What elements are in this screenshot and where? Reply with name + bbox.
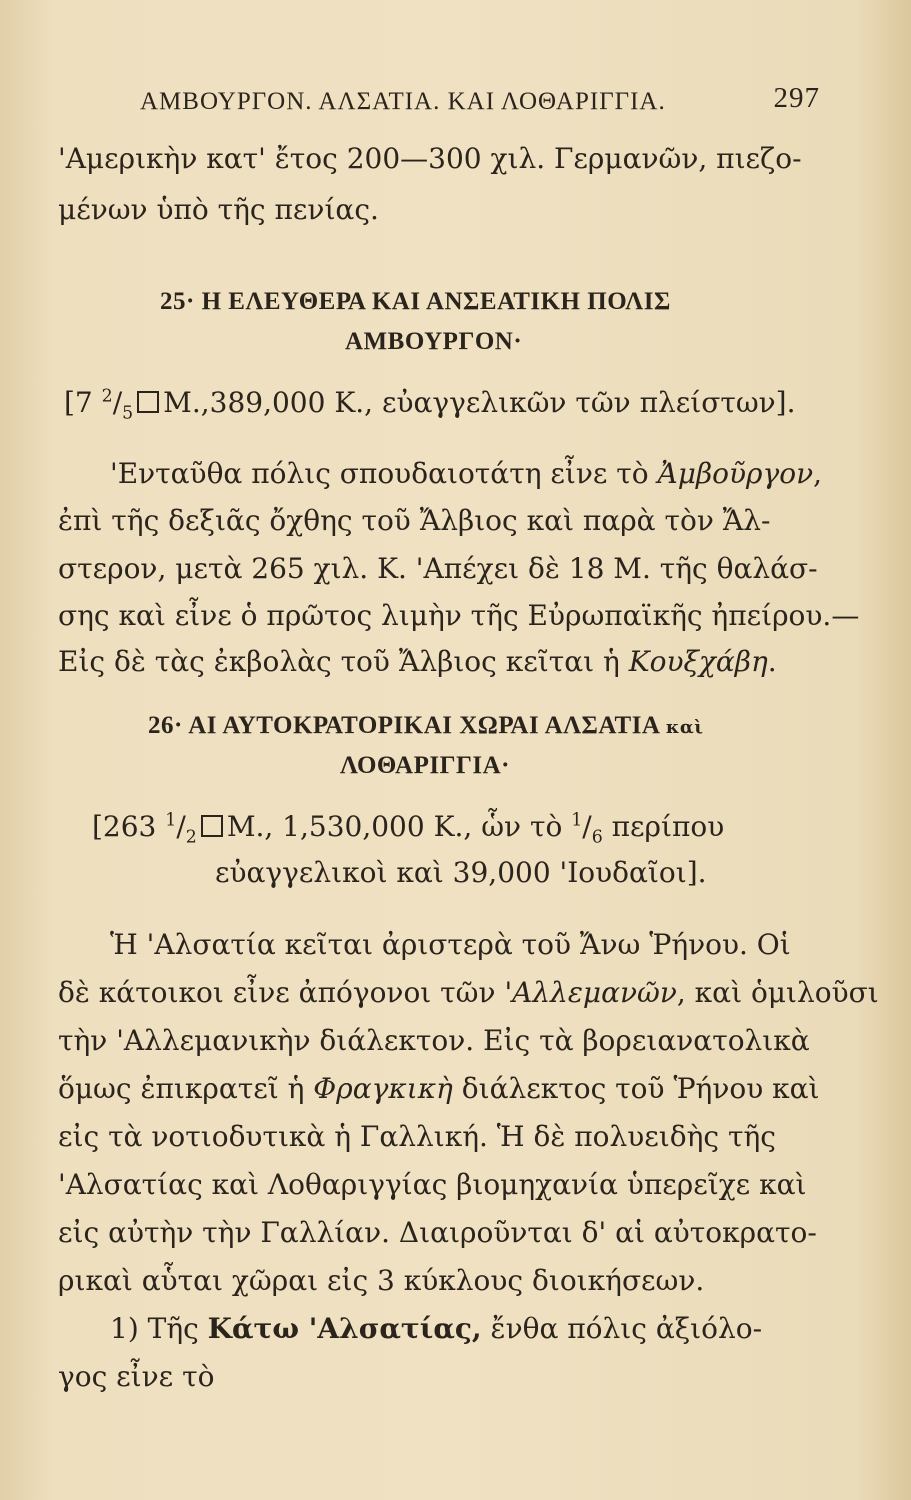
p26-line-2: δὲ κάτοικοι εἶνε ἀπόγονοι τῶν 'Αλλεμανῶν, καὶ ὁμιλοῦσι xyxy=(58,976,879,1009)
running-header xyxy=(140,82,820,122)
section-25-stats: [7 $^2/_5$ M.,389,000 K., εὐαγγελικῶν τῶν πλείστων]. xyxy=(64,386,796,424)
p25-line-1: 'Ενταῦθα πόλις σπουδαιοτάτη εἶνε τὸ Ἀμβοῦργον, xyxy=(110,457,822,490)
header-title: ΑΜΒΟΥΡΓΟΝ. ΑΛΣΑΤΙΑ. ΚΑΙ ΛΟΘΑΡΙΓΓΙΑ. xyxy=(140,88,666,115)
section-26-stats-1: [263 $^1/_2$ M., 1,530,000 K., ὧν τὸ $^1/_6$ περίπου xyxy=(92,810,725,848)
section-26-heading: 26· ΑΙ ΑΥΤΟΚΡΑΤΟΡΙΚΑΙ ΧΩΡΑΙ ΑΛΣΑΤΙΑ καὶ xyxy=(148,712,704,739)
p26b-line-1: 1) Τῆς Κάτω 'Αλσατίας, ἔνθα πόλις ἀξιόλο- xyxy=(110,1312,763,1345)
p26-line-7: εἰς αὐτὴν τὴν Γαλλίαν. Διαιροῦνται δ' αἱ αὐτοκρατο- xyxy=(58,1216,817,1249)
intro-line-2: μένων ὑπὸ τῆς πενίας. xyxy=(58,193,379,226)
section-26-heading-2: ΛΟΘΑΡΙΓΓΙΑ· xyxy=(340,752,511,779)
p26-line-5: εἰς τὰ νοτιοδυτικὰ ἡ Γαλλική. Ἡ δὲ πολυειδὴς τῆς xyxy=(58,1120,776,1153)
intro-line-1: 'Αμερικὴν κατ' ἔτος 200—300 χιλ. Γερμανῶν, πιεζο- xyxy=(58,142,802,175)
p25-line-3: στερον, μετὰ 265 χιλ. Κ. 'Απέχει δὲ 18 Μ. τῆς θαλάσ- xyxy=(58,552,818,585)
section-25-heading: 25· Η ΕΛΕΥΘΕΡΑ ΚΑΙ ΑΝΣΕΑΤΙΚΗ ΠΟΛΙΣ xyxy=(160,288,671,315)
section-26-stats-2: εὐαγγελικοὶ καὶ 39,000 'Ιουδαῖοι]. xyxy=(215,856,707,889)
p26-line-1: Ἡ 'Αλσατία κεῖται ἀριστερὰ τοῦ Ἄνω Ῥήνου. Οἱ xyxy=(110,928,791,961)
p26-line-3: τὴν 'Αλλεμανικὴν διάλεκτον. Εἰς τὰ βορειανατολικὰ xyxy=(58,1024,810,1057)
p25-line-5: Εἰς δὲ τὰς ἐκβολὰς τοῦ Ἄλβιος κεῖται ἡ Κουξχάβη. xyxy=(58,645,777,678)
section-25-heading-2: ΑΜΒΟΥΡΓΟΝ· xyxy=(345,328,523,355)
square-symbol-icon xyxy=(201,815,223,837)
p26-line-4: ὅμως ἐπικρατεῖ ἡ Φραγκικὴ διάλεκτος τοῦ Ῥήνου καὶ xyxy=(58,1072,820,1105)
p25-line-2: ἐπὶ τῆς δεξιᾶς ὄχθης τοῦ Ἄλβιος καὶ παρὰ τὸν Ἄλ- xyxy=(58,504,771,537)
p26-line-8: ρικαὶ αὗται χῶραι εἰς 3 κύκλους διοικήσεων. xyxy=(58,1264,705,1297)
square-symbol-icon xyxy=(137,391,159,413)
p26b-line-2: γος εἶνε τὸ xyxy=(58,1360,215,1393)
p25-line-4: σης καὶ εἶνε ὁ πρῶτος λιμὴν τῆς Εὐρωπαϊκῆς ἠπείρου.— xyxy=(58,599,860,632)
page-number: 297 xyxy=(773,82,820,114)
p26-line-6: 'Αλσατίας καὶ Λοθαριγγίας βιομηχανία ὑπερεῖχε καὶ xyxy=(58,1168,807,1201)
